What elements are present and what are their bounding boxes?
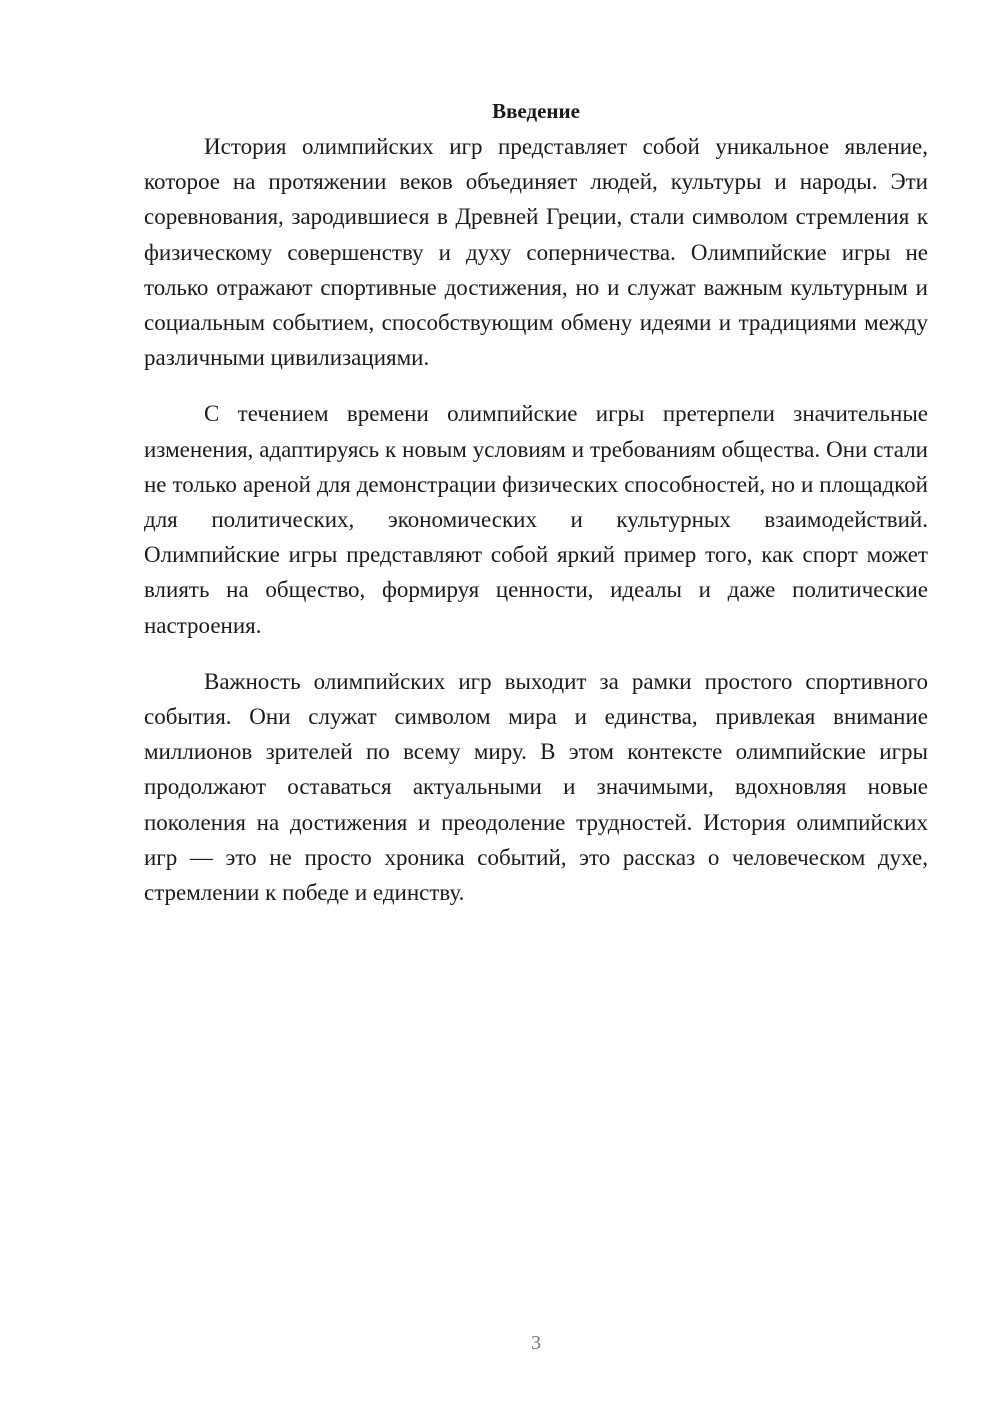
page-number: 3	[531, 1332, 541, 1354]
section-heading: Введение	[492, 99, 580, 123]
page-content	[144, 93, 928, 910]
paragraph-3: Важность олимпийских игр выходит за рамки простого спортивного события. Они служат символом мира и единства, привлекая внимание миллионов зрителей по всему миру. В этом контексте олимпийские игры продолжают оставаться актуальными и значимыми, вдохновляя новые поколения на достижения и преодоление трудностей. История олимпийских игр — это не просто хроника событий, это рассказ о человеческом духе, стремлении к победе и единству.	[144, 668, 928, 906]
paragraph-2: С течением времени олимпийские игры претерпели значительные изменения, адаптируясь к новым условиям и требованиям общества. Они стали не только ареной для демонстрации физических способностей, но и площадкой для политических, экономических и культурных взаимодействий. Олимпийские игры представляют собой яркий пример того, как спорт может влиять на общество, формируя ценности, идеалы и даже политические настроения.	[144, 401, 928, 638]
paragraph-1: История олимпийских игр представляет собой уникальное явление, которое на протяжении веков объединяет людей, культуры и народы. Эти соревнования, зародившиеся в Древней Греции, стали символом стремления к физическому совершенству и духу соперничества. Олимпийские игры не только отражают спортивные достижения, но и служат важным культурным и социальным событием, способствующим обмену идеями и традициями между различными цивилизациями.	[144, 134, 928, 371]
